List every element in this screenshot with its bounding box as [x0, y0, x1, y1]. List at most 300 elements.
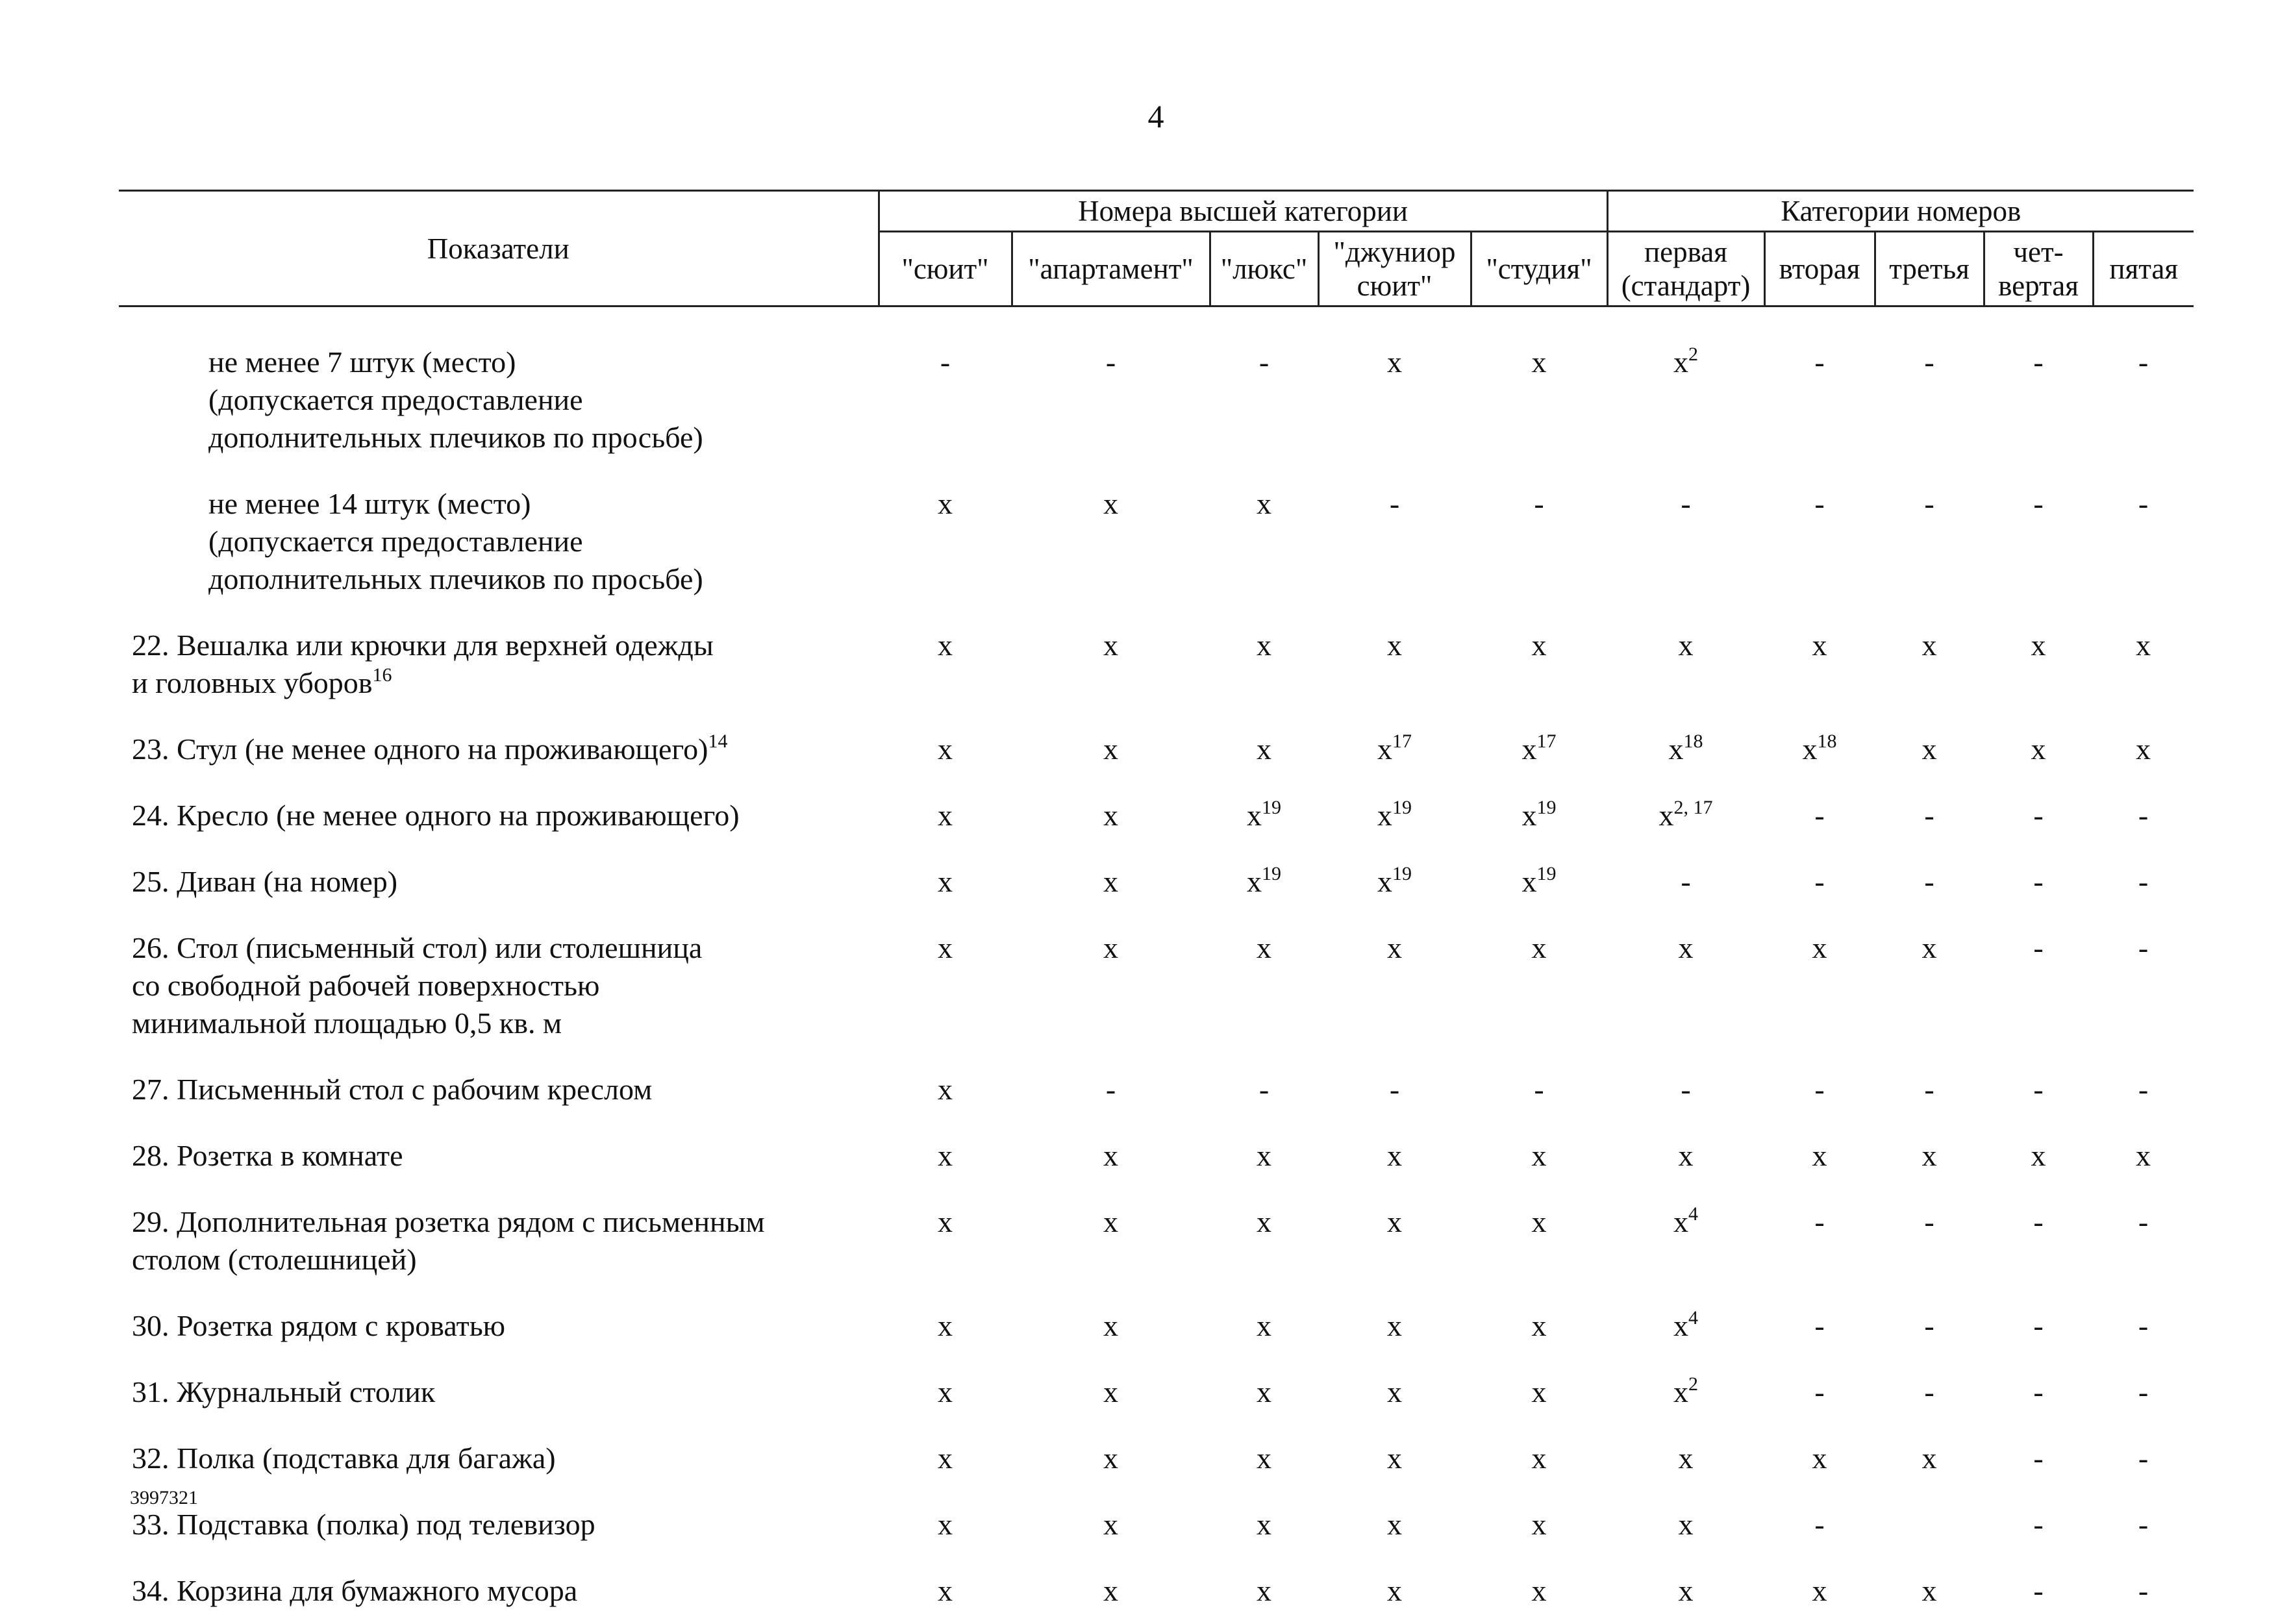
table-cell [1875, 612, 1984, 716]
cell-mark: x [2031, 732, 2046, 766]
row-label-line [132, 1307, 879, 1345]
table-cell [1764, 849, 1875, 915]
table-cell [879, 1425, 1012, 1492]
header-col-line: "апартамент" [1014, 252, 1208, 286]
table-cell [1210, 1123, 1318, 1189]
cell-mark: - [2138, 1442, 2148, 1475]
cell-mark: x [1257, 1442, 1271, 1475]
cell-mark: - [1390, 1073, 1399, 1106]
table-cell [1471, 1425, 1607, 1492]
cell-mark: - [1924, 865, 1934, 898]
cell-mark: x [1532, 1205, 1547, 1238]
cell-mark: - [1534, 1073, 1544, 1106]
row-label-line [132, 797, 879, 834]
cell-mark: x [1679, 1139, 1694, 1172]
cell-mark: x [1103, 1205, 1118, 1238]
header-col [1012, 232, 1210, 306]
table-row [119, 1123, 2194, 1189]
footnote-ref: 2, 17 [1674, 797, 1713, 818]
table-row [119, 915, 2194, 1056]
table-cell [1012, 471, 1210, 612]
table-cell [1210, 1492, 1318, 1558]
header-col [879, 232, 1012, 306]
cell-mark: x [1103, 1139, 1118, 1172]
cell-mark: x [938, 1442, 953, 1475]
header-col-line: "студия" [1473, 252, 1605, 286]
row-label [119, 1558, 879, 1624]
cell-mark: x [1387, 931, 1402, 964]
row-label-text: 27. Письменный стол с рабочим креслом [132, 1073, 652, 1106]
footnote-ref: 18 [1818, 731, 1837, 752]
table-cell [1875, 1293, 1984, 1359]
table-cell [1471, 1492, 1607, 1558]
cell-mark: x [1257, 1309, 1271, 1342]
cell-mark: - [2138, 1574, 2148, 1607]
header-col-line: вторая [1767, 252, 1873, 286]
table-cell [879, 471, 1012, 612]
table-cell [1471, 471, 1607, 612]
table-cell [1012, 716, 1210, 782]
cell-mark: x [1812, 1139, 1827, 1172]
table-cell [1318, 612, 1471, 716]
table-cell [1471, 1359, 1607, 1425]
footnote-ref: 19 [1392, 797, 1412, 818]
row-label-text: 22. Вешалка или крючки для верхней одежды [132, 629, 714, 662]
cell-mark: - [1106, 1073, 1116, 1106]
table-cell [1875, 915, 1984, 1056]
cell-mark: - [1681, 1073, 1690, 1106]
cell-mark: x [2136, 629, 2151, 662]
cell-mark: x [1103, 799, 1118, 832]
table-cell [1607, 1425, 1764, 1492]
cell-mark: x [1257, 732, 1271, 766]
cell-mark: x [1532, 1375, 1547, 1408]
table-cell [2093, 612, 2194, 716]
table-cell [1318, 1056, 1471, 1123]
row-label [119, 471, 879, 612]
table-cell [1318, 306, 1471, 471]
cell-mark: - [2033, 1205, 2043, 1238]
cell-mark: x [1532, 1139, 1547, 1172]
cell-mark: x [1922, 931, 1937, 964]
cell-mark: x [1103, 931, 1118, 964]
table-cell [1764, 716, 1875, 782]
row-label-line [208, 419, 879, 456]
table-cell [1607, 1123, 1764, 1189]
cell-mark: x [1673, 1375, 1688, 1408]
row-label [119, 782, 879, 849]
cell-mark: x [1377, 865, 1392, 898]
table-cell [2093, 1425, 2194, 1492]
table-cell [1318, 1123, 1471, 1189]
table-cell [1318, 1293, 1471, 1359]
table-row [119, 1189, 2194, 1293]
cell-mark: - [2033, 865, 2043, 898]
table-cell [2093, 1123, 2194, 1189]
cell-mark: x [1257, 1574, 1271, 1607]
cell-mark: x [938, 799, 953, 832]
cell-mark: x [1387, 1574, 1402, 1607]
cell-mark: - [1924, 1309, 1934, 1342]
table-cell [1318, 782, 1471, 849]
cell-mark: x [1103, 1375, 1118, 1408]
table-cell [1875, 1359, 1984, 1425]
table-cell [879, 1492, 1012, 1558]
cell-mark: - [2033, 1508, 2043, 1541]
row-label-line [132, 1071, 879, 1108]
table-cell [1210, 1293, 1318, 1359]
row-label-line [132, 1203, 879, 1241]
cell-mark: - [1924, 799, 1934, 832]
cell-mark: x [1257, 1139, 1271, 1172]
row-label [119, 1189, 879, 1293]
table-row [119, 1359, 2194, 1425]
cell-mark: x [1679, 1442, 1694, 1475]
cell-mark: x [2031, 629, 2046, 662]
table-cell [1875, 1123, 1984, 1189]
table-cell [2093, 1492, 2194, 1558]
cell-mark: - [2033, 1574, 2043, 1607]
cell-mark: x [1922, 629, 1937, 662]
cell-mark: x [1679, 1508, 1694, 1541]
header-col [2093, 232, 2194, 306]
row-label-text: 28. Розетка в комнате [132, 1139, 403, 1172]
footnote-ref: 17 [1537, 731, 1557, 752]
table-cell [1210, 716, 1318, 782]
table-cell [879, 915, 1012, 1056]
row-label-line [132, 1005, 879, 1042]
table-cell [2093, 915, 2194, 1056]
table-cell [1764, 1189, 1875, 1293]
table-cell [1764, 1293, 1875, 1359]
table-cell [1210, 471, 1318, 612]
table-cell [879, 1359, 1012, 1425]
table-cell [2093, 1189, 2194, 1293]
row-label [119, 1293, 879, 1359]
table-cell [1875, 716, 1984, 782]
table-cell [1764, 1056, 1875, 1123]
table-cell [1875, 306, 1984, 471]
cell-mark: x [2136, 1139, 2151, 1172]
cell-mark: x [938, 931, 953, 964]
table-cell [2093, 1293, 2194, 1359]
cell-mark: x [1387, 1375, 1402, 1408]
cell-mark: x [938, 1073, 953, 1106]
table-cell [1764, 306, 1875, 471]
table-cell [1210, 1189, 1318, 1293]
table-cell [1875, 471, 1984, 612]
cell-mark: - [1814, 1205, 1824, 1238]
cell-mark: x [938, 1309, 953, 1342]
table-cell [1984, 782, 2093, 849]
cell-mark: x [938, 1375, 953, 1408]
footnote-ref: 19 [1537, 863, 1557, 884]
cell-mark: x [1103, 1309, 1118, 1342]
table-cell [1764, 782, 1875, 849]
table-cell [879, 612, 1012, 716]
table-cell [1607, 849, 1764, 915]
cell-mark: x [1387, 1205, 1402, 1238]
footnote-ref: 16 [372, 664, 392, 686]
table-cell [1984, 471, 2093, 612]
header-col-line: "люкс" [1212, 252, 1316, 286]
cell-mark: - [1814, 1508, 1824, 1541]
table-cell [1210, 1359, 1318, 1425]
cell-mark: - [1259, 1073, 1269, 1106]
header-col-line: чет- [1986, 235, 2091, 269]
table-cell [1012, 1359, 1210, 1425]
table-cell [1471, 612, 1607, 716]
table-cell [1984, 1123, 2093, 1189]
table-cell [1607, 306, 1764, 471]
footnote-ref: 19 [1392, 863, 1412, 884]
table-cell [879, 1293, 1012, 1359]
table-cell [1764, 1359, 1875, 1425]
row-label-text: не менее 7 штук (место) [208, 345, 516, 379]
cell-mark: - [1681, 865, 1690, 898]
table-cell [1318, 471, 1471, 612]
row-label-text: дополнительных плечиков по просьбе) [208, 562, 703, 595]
cell-mark: x [1257, 629, 1271, 662]
table-cell [1318, 716, 1471, 782]
footnote-ref: 19 [1537, 797, 1557, 818]
table-cell [1012, 1123, 1210, 1189]
footnote-ref: 4 [1688, 1203, 1698, 1225]
row-label-line [132, 1241, 879, 1279]
table-cell [879, 1056, 1012, 1123]
cell-mark: x [1532, 629, 1547, 662]
cell-mark: x [1387, 1309, 1402, 1342]
table-row [119, 1056, 2194, 1123]
cell-mark: x [1103, 629, 1118, 662]
table-cell [1318, 1492, 1471, 1558]
row-label-text: со свободной рабочей поверхностью [132, 969, 599, 1002]
table-cell [1607, 1189, 1764, 1293]
row-label-text: 30. Розетка рядом с кроватью [132, 1309, 505, 1342]
table-cell [879, 782, 1012, 849]
row-label-text: 33. Подставка (полка) под телевизор [132, 1508, 595, 1541]
cell-mark: x [1803, 732, 1818, 766]
cell-mark: x [1922, 1442, 1937, 1475]
table-cell [1012, 1056, 1210, 1123]
cell-mark: - [2138, 1508, 2148, 1541]
table-cell [1210, 1056, 1318, 1123]
footnote-ref: 19 [1262, 863, 1281, 884]
header-col [1471, 232, 1607, 306]
header-col-line: третья [1877, 252, 1982, 286]
header-col [1875, 232, 1984, 306]
row-label [119, 1056, 879, 1123]
cell-mark: - [2033, 1073, 2043, 1106]
cell-mark: x [1387, 1139, 1402, 1172]
table-row [119, 849, 2194, 915]
table-cell [1984, 915, 2093, 1056]
cell-mark: x [1257, 1205, 1271, 1238]
cell-mark: x [1377, 799, 1392, 832]
table-cell [1875, 782, 1984, 849]
cell-mark: x [1522, 799, 1537, 832]
row-label-text: 26. Стол (письменный стол) или столешница [132, 931, 702, 964]
cell-mark: x [1522, 732, 1537, 766]
row-label-text: (допускается предоставление [208, 525, 583, 558]
cell-mark: x [1679, 629, 1694, 662]
cell-mark: x [938, 732, 953, 766]
cell-mark: x [1103, 732, 1118, 766]
cell-mark: - [2033, 1309, 2043, 1342]
table-cell [1607, 1558, 1764, 1624]
cell-mark: - [2033, 931, 2043, 964]
table-cell [879, 1123, 1012, 1189]
cell-mark: x [938, 1139, 953, 1172]
table-cell [1471, 716, 1607, 782]
header-col-line: первая [1610, 235, 1762, 269]
table-cell [1875, 1056, 1984, 1123]
table-cell [1012, 782, 1210, 849]
cell-mark: x [1257, 1375, 1271, 1408]
table-cell [1318, 1558, 1471, 1624]
table-cell [1210, 915, 1318, 1056]
table-cell [1984, 1425, 2093, 1492]
table-cell [1764, 1558, 1875, 1624]
cell-mark: x [1673, 345, 1688, 379]
cell-mark: - [2138, 799, 2148, 832]
table-cell [1210, 849, 1318, 915]
table-cell [2093, 849, 2194, 915]
cell-mark: x [1103, 865, 1118, 898]
cell-mark: x [1679, 931, 1694, 964]
cell-mark: - [2033, 1375, 2043, 1408]
row-label-line [208, 344, 879, 381]
cell-mark: - [2138, 487, 2148, 520]
cell-mark: - [1924, 487, 1934, 520]
row-label-text: не менее 14 штук (место) [208, 487, 531, 520]
cell-mark: x [1257, 931, 1271, 964]
table-cell [1984, 1056, 2093, 1123]
header-group-top: Номера высшей категории [879, 191, 1607, 232]
cell-mark: - [940, 345, 950, 379]
table-cell [1471, 1056, 1607, 1123]
table-cell [1764, 915, 1875, 1056]
table-cell [1471, 849, 1607, 915]
table-row [119, 1558, 2194, 1624]
table-cell [1984, 1359, 2093, 1425]
cell-mark: x [1532, 1442, 1547, 1475]
footnote-ref: 19 [1262, 797, 1281, 818]
table-cell [2093, 782, 2194, 849]
table-cell [2093, 471, 2194, 612]
table-cell [1471, 1123, 1607, 1189]
header-col-line: (стандарт) [1610, 269, 1762, 303]
cell-mark: - [2033, 345, 2043, 379]
table-cell [1607, 915, 1764, 1056]
table-cell [1875, 1189, 1984, 1293]
table-cell [1984, 1293, 2093, 1359]
cell-mark: - [1924, 1205, 1934, 1238]
table-cell [879, 716, 1012, 782]
table-cell [2093, 1359, 2194, 1425]
cell-mark: x [1922, 1139, 1937, 1172]
table-cell [1984, 1492, 2093, 1558]
table-cell [1875, 1558, 1984, 1624]
table-cell [1210, 612, 1318, 716]
table-cell [1875, 1425, 1984, 1492]
cell-mark: x [1532, 345, 1547, 379]
table-cell [1984, 849, 2093, 915]
header-col [1984, 232, 2093, 306]
table-cell [879, 306, 1012, 471]
cell-mark: x [1812, 629, 1827, 662]
cell-mark: x [1812, 1574, 1827, 1607]
table-cell [2093, 1056, 2194, 1123]
row-label-text: минимальной площадью 0,5 кв. м [132, 1006, 562, 1040]
table-row [119, 306, 2194, 471]
table-cell [1012, 1492, 1210, 1558]
header-col [1210, 232, 1318, 306]
cell-mark: x [1532, 931, 1547, 964]
cell-mark: x [1522, 865, 1537, 898]
table-cell [1607, 716, 1764, 782]
table-cell [1012, 1189, 1210, 1293]
header-indicators: Показатели [119, 191, 879, 306]
header-col [1764, 232, 1875, 306]
cell-mark: x [1387, 1508, 1402, 1541]
header-col [1607, 232, 1764, 306]
table-cell [879, 849, 1012, 915]
cell-mark: x [1257, 1508, 1271, 1541]
table-cell [1318, 1425, 1471, 1492]
row-label-line [132, 929, 879, 967]
cell-mark: x [1922, 1574, 1937, 1607]
row-label-line [132, 863, 879, 901]
row-label-line [132, 967, 879, 1005]
table-cell [1764, 1425, 1875, 1492]
row-label-line [208, 485, 879, 523]
table-cell [879, 1189, 1012, 1293]
table-cell [1210, 1425, 1318, 1492]
cell-mark: - [1814, 487, 1824, 520]
cell-mark: x [1532, 1574, 1547, 1607]
table-cell [1471, 1558, 1607, 1624]
row-label-text: (допускается предоставление [208, 383, 583, 416]
row-label [119, 716, 879, 782]
footnote-ref: 4 [1688, 1307, 1698, 1329]
table-cell [1875, 1492, 1984, 1558]
footnote-ref: 17 [1392, 731, 1412, 752]
table-cell [1210, 782, 1318, 849]
cell-mark: - [1681, 487, 1690, 520]
cell-mark: x [1377, 732, 1392, 766]
cell-mark: x [1257, 487, 1271, 520]
equipment-table [119, 190, 2194, 1624]
cell-mark: x [1812, 931, 1827, 964]
table-cell [1012, 849, 1210, 915]
cell-mark: - [2138, 931, 2148, 964]
row-label-line [208, 560, 879, 598]
cell-mark: - [2138, 345, 2148, 379]
cell-mark: - [1814, 799, 1824, 832]
table-cell [1984, 1189, 2093, 1293]
header-col-line: сюит" [1321, 269, 1469, 303]
page-number: 4 [0, 97, 2278, 135]
table-row [119, 1425, 2194, 1492]
cell-mark: x [1103, 1508, 1118, 1541]
row-label [119, 1492, 879, 1558]
cell-mark: x [1247, 799, 1262, 832]
cell-mark: x [1812, 1442, 1827, 1475]
table-row [119, 471, 2194, 612]
table-cell [1012, 612, 1210, 716]
table-cell [2093, 1558, 2194, 1624]
